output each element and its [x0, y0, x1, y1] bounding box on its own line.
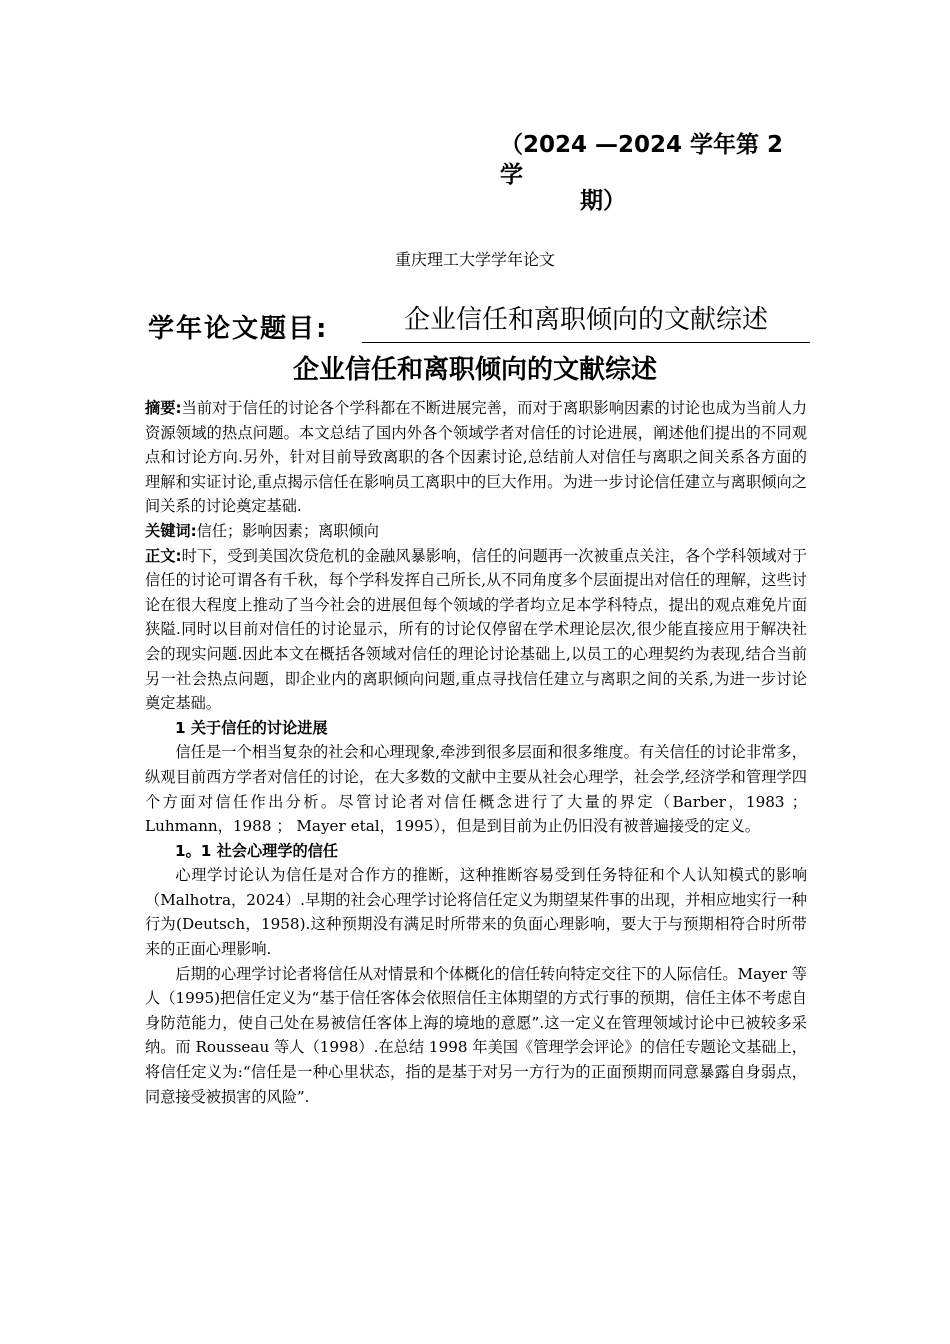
school-thesis-label: 重庆理工大学学年论文 [394, 250, 555, 269]
thesis-topic-row [148, 302, 810, 346]
paper-title: 企业信任和离职倾向的文献综述 [292, 355, 657, 385]
keywords-label: 关键词: [145, 521, 197, 540]
abstract-text: 当前对于信任的讨论各个学科都在不断进展完善，而对于离职影响因素的讨论也成为当前人力资源领域的热点问题。本文总结了国内外各个领域学者对信任的讨论进展，阐述他们提出的不同观点和讨论方向.另外，针对目前导致离职的各个因素讨论,总结前人对信任与离职之间关系各方面的理解和实证讨论,重点揭示信任在影响员工离职中的巨大作用。为进一步讨论信任建立与离职倾向之间关系的讨论奠定基础. [145, 399, 808, 516]
abstract-paragraph [145, 396, 807, 519]
section-1-paragraph: 信任是一个相当复杂的社会和心理现象,牵涉到很多层面和很多维度。有关信任的讨论非常多，纵观目前西方学者对信任的讨论，在大多数的文献中主要从社会心理学，社会学,经济学和管理学四个方面对信任作出分析。尽管讨论者对信任概念进行了大量的界定（Barber，1983 ； Luhmann，1988 ； Mayer etal，1995），但是到目前为止仍旧没有被普遍接受的定义。 [145, 743, 807, 836]
thesis-topic-value: 企业信任和离职倾向的文献综述 [362, 302, 810, 343]
section-1-1-paragraph-2: 后期的心理学讨论者将信任从对情景和个体概化的信任转向特定交往下的人际信任。Mayer 等人（1995)把信任定义为“基于信任客体会依照信任主体期望的方式行事的预期，信任主体不考虑自身防范能力，使自己处在易被信任客体上海的境地的意愿”.这一定义在管理领域讨论中已被较多采纳。而 Rousseau 等人（1998）.在总结 1998 年美国《管理学会评论》的信任专题论文基础上，将信任定义为:“信任是一种心里状态，指的是基于对另一方行为的正面预期而同意暴露自身弱点，同意接受被损害的风险”. [145, 964, 807, 1106]
section-1-heading: 1 关于信任的讨论进展 [175, 718, 328, 737]
body-intro-paragraph [145, 544, 807, 716]
body-intro-text: 时下，受到美国次贷危机的金融风暴影响，信任的问题再一次被重点关注，各个学科领域对于信任的讨论可谓各有千秋，每个学科发挥自己所长,从不同角度多个层面提出对信任的理解，这些讨论在很大程度上推动了当今社会的进展但每个领域的学者均立足本学科特点，提出的观点难免片面狭隘.同时以目前对信任的讨论显示，所有的讨论仅停留在学术理论层次,很少能直接应用于解决社会的现实问题.因此本文在概括各领域对信任的理论讨论基础上,以员工的心理契约为表现,结合当前另一社会热点问题，即企业内的离职倾向问题,重点寻找信任建立与离职之间的关系,为进一步讨论奠定基础。 [145, 546, 808, 713]
thesis-topic-label: 学年论文题目: [148, 314, 329, 344]
keywords-paragraph [145, 519, 807, 544]
paper-body [145, 396, 807, 1109]
abstract-label: 摘要: [145, 399, 182, 417]
academic-year-line-1: （2024 —2024 学年第 2 学 [500, 132, 784, 188]
keywords-text: 信任；影响因素；离职倾向 [196, 521, 379, 540]
section-1-1-heading: 1。1 社会心理学的信任 [175, 841, 339, 860]
section-1-1-paragraph-1: 心理学讨论认为信任是对合作方的推断，这种推断容易受到任务特征和个人认知模式的影响（Malhotra，2024）.早期的社会心理学讨论将信任定义为期望某件事的出现，并相应地实行一种行为(Deutsch，1958).这种预期没有满足时所带来的负面心理影响，要大于与预期相符合时所带来的正面心理影响. [145, 866, 807, 959]
body-intro-label: 正文: [145, 546, 182, 565]
academic-year-line-2: 期） [580, 188, 626, 214]
